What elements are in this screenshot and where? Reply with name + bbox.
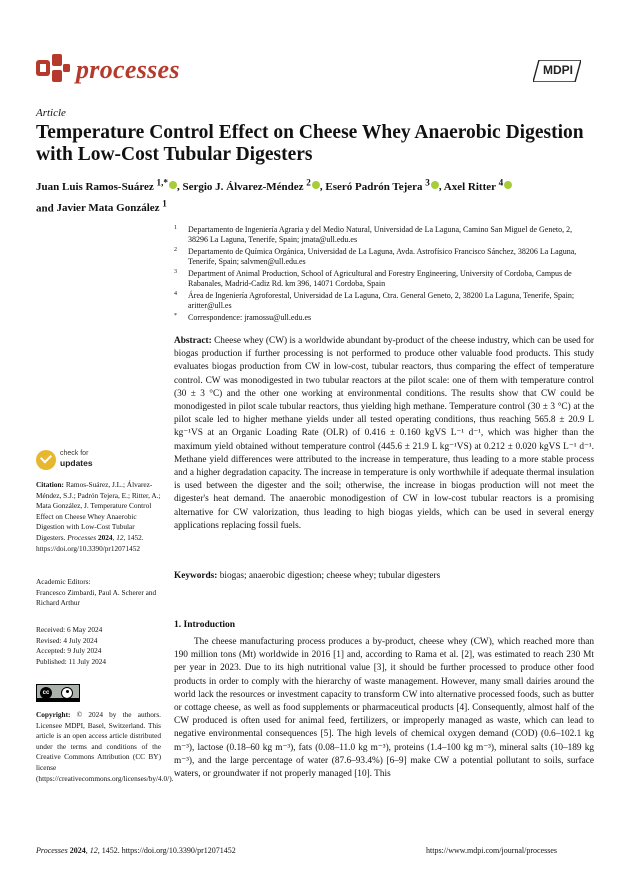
affiliation: 2 Departamento de Química Orgánica, Universidad de La Laguna, Avda. Astrofísico Francisco Sánchez, 38206 La Laguna, Tenerife, Spain; salvmen@ull.edu.es [174, 247, 577, 266]
introduction-body: The cheese manufacturing process produces a by-product, cheese whey (CW), which reached more than 190 million tons (Mt) worldwide in 2016 [1] and, according to Rama et al. [2], was estimated to reach 230 Mt per year in 2023. Due to its high nutritional value [3], it should be further processed to produce other food products in order to comply with the hierarchy of waste management. However, many small dairies around the world lack the resources or investment capacity to transform CW into alternative processed foods, such as butter or cottage cheese, as well as food supplements or pharmaceutical products [4]. Consequently, almost half of the CW produced is often used for animal feed, fertilizers, or improperly managed as waste, which can lead to negative environmental consequences [5]. The high levels of chemical oxygen demand (COD) (0.6–102.1 kg m⁻³), lactose (0.18–60 kg m⁻³), fats (0.08–11.0 kg m⁻³), proteins (1.4–100 kg m⁻³), mineral salts (10–189 kg m⁻³), and the large percentage of water (87.6–93.4%) [6–9] make CW a potential pollutant to soils, surface waters, or groundwater if not properly managed [10]. This [174, 637, 594, 780]
orcid-icon[interactable] [312, 181, 320, 189]
date-published: Published: 11 July 2024 [36, 656, 107, 666]
check-for-updates-button[interactable]: check for updates [36, 450, 146, 472]
check-updates-icon [36, 450, 56, 470]
copyright: Copyright: © 2024 by the authors. Licensee MDPI, Basel, Switzerland. This article is an open access article distributed under the terms and conditions of the Creative Commons Attribution (CC BY) license (https://creativecommons.org/licenses/by/4.0/). [36, 710, 174, 783]
journal-logo-icon [36, 52, 70, 86]
author-list: Juan Luis Ramos-Suárez $^{1,*}$ , Sergio J. Álvarez-Méndez $^2$ , Eseró Padrón Tejera $^3$ , Axel Ritter $^4$ and Javier Mata González $^1$ [36, 174, 596, 217]
date-revised: Revised: 4 July 2024 [36, 635, 98, 645]
journal-name: processes [76, 55, 180, 84]
academic-editors: Academic Editors: Francesco Zimbardi, Paul A. Scherer and Richard Arthur [36, 577, 157, 608]
cc-icon: cc [40, 687, 52, 699]
date-accepted: Accepted: 9 July 2024 [36, 646, 102, 656]
affiliation: 3 Department of Animal Production, School of Agricultural and Forestry Engineering, University of Cordoba, Campus de Rabanales, Madrid-Cadiz Rd. km 396, 14071 Cordoba, Spain [174, 269, 572, 288]
mdpi-logo-text: MDPI [543, 63, 573, 77]
orcid-icon[interactable] [504, 181, 512, 189]
affiliation: 4 Área de Ingeniería Agroforestal, Universidad de La Laguna, Ctra. General Geneto, 2, 38200 La Laguna, Tenerife, Spain; aritter@ull.es [174, 291, 575, 310]
footer-doi-link[interactable]: , 1452. https://doi.org/10.3390/pr12071452 [97, 846, 236, 855]
author-2[interactable]: Sergio J. Álvarez-Méndez $^2$ [182, 181, 319, 193]
footer-journal-url[interactable]: https://www.mdpi.com/journal/processes [426, 846, 558, 855]
affiliation: 1 Departamento de Ingeniería Agraria y del Medio Natural, Universidad de La Laguna, Camino San Miguel de Geneto, 2, 38296 La Laguna, Tenerife, Spain; jmata@ull.edu.es [174, 225, 573, 244]
affiliations [174, 225, 594, 325]
citation: Citation: Ramos-Suárez, J.L.; Álvarez-Méndez, S.J.; Padrón Tejera, E.; Ritter, A.; Mata González, J. Temperature Control Effect on Cheese Whey Anaerobic Digestion with Low-Cost Tubular Digesters. Processes 2024, 12, 1452. https://doi.org/10.3390/pr12071452 [36, 480, 161, 553]
article-type: Article [36, 107, 66, 119]
author-5[interactable]: Javier Mata González $^1$ [56, 198, 167, 215]
cc-by-license-icon[interactable] [36, 684, 80, 702]
keywords: Keywords: biogas; anaerobic digestion; cheese whey; tubular digesters [174, 571, 441, 581]
author-4[interactable]: Axel Ritter $^4$ [444, 181, 512, 193]
orcid-icon[interactable] [431, 181, 439, 189]
abstract: Abstract: Cheese whey (CW) is a worldwide abundant by-product of the cheese industry, which can be used for biogas production if further processing is not performed to produce other valuable food products. This study evaluates biogas production from CW in low-cost, tubular reactors, thus comparing the effect of temperature control. CW was monodigested in two tubular reactors at the pilot scale: one of them with temperature control (30 ± 3 °C) and the other one working at environmental conditions. The results show that CW could be monodigested in pilot scale tubular reactors, thus yielding high methane. Temperature control (30 ± 3 °C) at the pilot scale led to higher methane yields under all tested operating conditions, thus reaching 565.8 ± 20.9 L kg⁻¹VS at an Organic Loading Rate (OLR) of 0.416 ± 0.160 kgVS L⁻¹ d⁻¹, which was higher than the maximum yield obtained without temperature control (445.6 ± 21.9 L kg⁻¹VS) at 0.212 ± 0.020 kgVS L⁻¹ d⁻¹. Methane yield differences were attributed to the increase in temperature, thus leading to a more stable process and a higher degradation capacity. The increase in temperature is only worthwhile if adequate thermal insulation is used between the digester and the soil; otherwise, the increase in biogas production will not meet the digester's heat demand. The anaerobic monodigestion of CW in low-cost tubular reactors is a promising alternative for CW valorization, thus leading to high biogas yields, which can be used in several energy applications replacing fossil fuels. [174, 336, 594, 531]
date-received: Received: 6 May 2024 [36, 625, 103, 634]
doi-link[interactable]: , 1452. https://doi.org/10.3390/pr12071452 [36, 532, 144, 553]
section-heading: 1. Introduction [174, 620, 236, 630]
publication-dates [36, 625, 161, 667]
author-1[interactable]: Juan Luis Ramos-Suárez $^{1,*}$ [36, 181, 177, 193]
article-title: Temperature Control Effect on Cheese Whey Anaerobic Digestion with Low-Cost Tubular Digesters [36, 122, 584, 165]
correspondence: * Correspondence: jramossu@ull.edu.es [174, 313, 312, 322]
author-3[interactable]: Eseró Padrón Tejera $^3$ [325, 181, 439, 193]
orcid-icon[interactable] [169, 181, 177, 189]
footer-citation: Processes 2024, 12, 1452. https://doi.org/10.3390/pr12071452 [36, 846, 236, 855]
